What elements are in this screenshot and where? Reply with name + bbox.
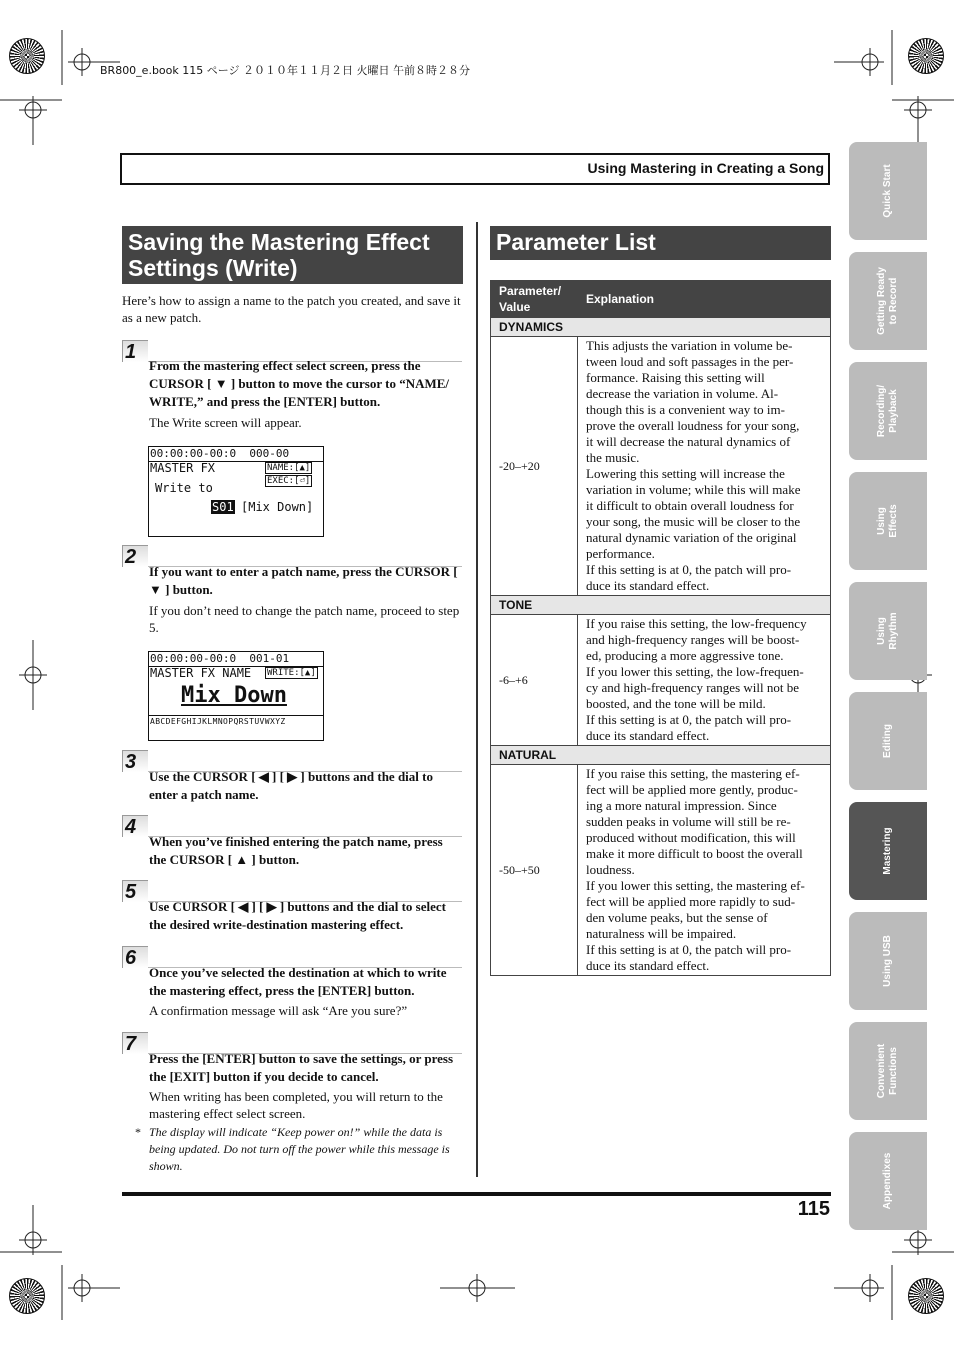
side-tab-label: Mastering bbox=[882, 827, 893, 875]
side-tab[interactable] bbox=[849, 1022, 927, 1120]
step-2-result: If you don’t need to change the patch name, proceed to step 5. bbox=[149, 603, 460, 635]
group-row bbox=[491, 746, 831, 765]
lcd2-status-line: 00:00:00-00:0 001-01 bbox=[150, 652, 290, 665]
step-number-6: 6 bbox=[122, 946, 148, 968]
side-tab-label: Appendixes bbox=[882, 1152, 893, 1210]
explanation-line: fect will be applied more rapidly to sud- bbox=[586, 894, 796, 909]
side-tab[interactable] bbox=[849, 472, 927, 570]
explanation-line: If you lower this setting, the mastering ef- bbox=[586, 878, 805, 893]
explanation-line: it difficult to obtain overall loudness for bbox=[586, 498, 794, 513]
note-mark: * bbox=[135, 1125, 141, 1139]
explanation-line: duce its standard effect. bbox=[586, 578, 710, 593]
lcd1-exec-button: EXEC:[⏎] bbox=[267, 476, 311, 486]
side-tab-label: Getting Ready to Record bbox=[876, 267, 899, 335]
col-header-parameter-line2: Value bbox=[499, 300, 531, 314]
step-number-2: 2 bbox=[122, 545, 148, 567]
explanation-line: sudden peaks in volume will still be re- bbox=[586, 814, 791, 829]
param-explanation bbox=[578, 337, 831, 596]
lcd1-slot: S01 bbox=[212, 500, 234, 514]
param-value: -6–+6 bbox=[491, 615, 578, 746]
explanation-line: though this is a convenient way to im- bbox=[586, 402, 785, 417]
page-number: 115 bbox=[797, 1198, 830, 1220]
lcd1-status-line: 00:00:00-00:0 000-00 bbox=[150, 447, 290, 460]
note-text: The display will indicate “Keep power on!” while the data is being updated. Do not turn off the power while this message is shown. bbox=[149, 1125, 450, 1173]
table-row bbox=[491, 765, 831, 976]
lcd2-rule-bottom bbox=[149, 715, 323, 716]
print-header: BR800_e.book 115 ページ ２０１０年１１月２日 火曜日 午前８時２８分 bbox=[100, 64, 471, 77]
explanation-line: make it more difficult to boost the overall bbox=[586, 846, 803, 861]
lcd1-name-button: NAME:[▲] bbox=[267, 463, 311, 473]
step-1-instruction: From the mastering effect select screen, press the CURSOR [ ▼ ] button to move the cursor to “NAME/ WRITE,” and press the [ENTER] button. bbox=[149, 358, 450, 409]
explanation-line: loudness. bbox=[586, 862, 635, 877]
param-value: -50–+50 bbox=[491, 765, 578, 976]
table-row bbox=[491, 615, 831, 746]
group-row bbox=[491, 318, 831, 337]
step-4-instruction: When you’ve finished entering the patch name, press the CURSOR [ ▲ ] button. bbox=[149, 834, 443, 867]
side-tab-label: Using USB bbox=[882, 935, 893, 987]
side-tab[interactable] bbox=[849, 802, 927, 900]
explanation-line: duce its standard effect. bbox=[586, 728, 710, 743]
intro-text: Here’s how to assign a name to the patch you created, and save it as a new patch. bbox=[122, 293, 461, 325]
lcd2-patch-name: Mix Down bbox=[181, 683, 287, 708]
step-5-instruction: Use CURSOR [ ◀ ] [ ▶ ] buttons and the dial to select the desired write-destination mastering effect. bbox=[149, 899, 446, 932]
explanation-line: If you lower this setting, the low-frequen- bbox=[586, 664, 804, 679]
footer-rule bbox=[122, 1192, 831, 1196]
parameter-table bbox=[490, 280, 831, 976]
explanation-line: den volume peaks, but the sense of bbox=[586, 910, 768, 925]
explanation-line: tween loud and soft passages in the per- bbox=[586, 354, 794, 369]
running-header-title: Using Mastering in Creating a Song bbox=[587, 160, 824, 176]
explanation-line: boosted, and the tone will be mild. bbox=[586, 696, 766, 711]
explanation-line: it will decrease the natural dynamics of bbox=[586, 434, 791, 449]
explanation-line: If you raise this setting, the low-frequency bbox=[586, 616, 807, 631]
explanation-line: the music. bbox=[586, 450, 640, 465]
side-tab[interactable] bbox=[849, 912, 927, 1010]
lcd-name-screen bbox=[148, 651, 324, 741]
step-7-result: When writing has been completed, you will return to the mastering effect select screen. bbox=[149, 1089, 443, 1121]
param-value: -20–+20 bbox=[491, 337, 578, 596]
explanation-line: variation in volume; while this will make bbox=[586, 482, 801, 497]
column-divider bbox=[476, 222, 478, 1177]
explanation-line: If you raise this setting, the mastering ef- bbox=[586, 766, 800, 781]
side-tab[interactable] bbox=[849, 252, 927, 350]
step-number-3: 3 bbox=[122, 750, 148, 772]
lcd1-write-to: Write to bbox=[155, 481, 213, 495]
side-tab-label: Convenient Functions bbox=[876, 1043, 899, 1099]
explanation-line: duce its standard effect. bbox=[586, 958, 710, 973]
explanation-line: produced without modification, this will bbox=[586, 830, 796, 845]
explanation-line: cy and high-frequency ranges will not be bbox=[586, 680, 799, 695]
step-3-instruction: Use the CURSOR [ ◀ ] [ ▶ ] buttons and the dial to enter a patch name. bbox=[149, 769, 433, 802]
parameter-table-wrap bbox=[490, 280, 831, 976]
group-row bbox=[491, 596, 831, 615]
step-6-instruction: Once you’ve selected the destination at which to write the mastering effect, press the [ENTER] button. bbox=[149, 965, 447, 998]
group-label: NATURAL bbox=[491, 746, 831, 765]
table-row bbox=[491, 337, 831, 596]
group-label: DYNAMICS bbox=[491, 318, 831, 337]
step-2-instruction: If you want to enter a patch name, press the CURSOR [ ▼ ] button. bbox=[149, 564, 458, 597]
step-number-7: 7 bbox=[122, 1032, 148, 1054]
side-tab-label: Using Effects bbox=[876, 504, 899, 538]
step-number-1: 1 bbox=[122, 340, 148, 362]
side-tab[interactable] bbox=[849, 142, 927, 240]
param-explanation bbox=[578, 615, 831, 746]
explanation-line: This adjusts the variation in volume be- bbox=[586, 338, 793, 353]
col-header-parameter-line1: Parameter/ bbox=[499, 284, 562, 298]
lcd2-mode: MASTER FX NAME bbox=[150, 666, 252, 680]
explanation-line: natural dynamic variation of the original bbox=[586, 530, 797, 545]
lcd2-write-button: WRITE:[▲] bbox=[267, 668, 316, 678]
section-title-parameter-list: Parameter List bbox=[490, 226, 831, 260]
group-label: TONE bbox=[491, 596, 831, 615]
explanation-line: fect will be applied more gently, produc- bbox=[586, 782, 798, 797]
explanation-line: and high-frequency ranges will be boost- bbox=[586, 632, 800, 647]
lcd1-patch-name: [Mix Down] bbox=[241, 500, 314, 514]
explanation-line: ing a more natural impression. Since bbox=[586, 798, 777, 813]
col-header-explanation: Explanation bbox=[578, 281, 831, 318]
section-title-line2: Settings (Write) bbox=[128, 255, 298, 281]
lcd1-mode: MASTER FX bbox=[150, 461, 216, 475]
side-tab-label: Editing bbox=[882, 724, 893, 758]
param-explanation bbox=[578, 765, 831, 976]
explanation-line: If this setting is at 0, the patch will pro- bbox=[586, 942, 792, 957]
lcd2-charset: ABCDEFGHIJKLMNOPQRSTUVWXYZ bbox=[150, 717, 286, 726]
explanation-line: your song, the music will be closer to the bbox=[586, 514, 801, 529]
step-number-5: 5 bbox=[122, 880, 148, 902]
col-header-parameter bbox=[491, 281, 578, 318]
lcd-write-screen bbox=[148, 446, 324, 537]
section-title-line1: Saving the Mastering Effect bbox=[128, 229, 430, 255]
side-tab[interactable] bbox=[849, 1132, 927, 1230]
explanation-line: formance. Raising this setting will bbox=[586, 370, 765, 385]
table-header-row bbox=[491, 281, 831, 318]
step-6-result: A confirmation message will ask “Are you sure?” bbox=[149, 1003, 408, 1018]
side-tab[interactable] bbox=[849, 582, 927, 680]
side-tab[interactable] bbox=[849, 692, 927, 790]
explanation-line: prove the overall loudness for your song, bbox=[586, 418, 800, 433]
explanation-line: decrease the variation in volume. Al- bbox=[586, 386, 779, 401]
side-tab-label: Recording/ Playback bbox=[876, 384, 899, 438]
explanation-line: Lowering this setting will increase the bbox=[586, 466, 785, 481]
running-header-bar bbox=[120, 153, 830, 185]
section-title-write bbox=[122, 226, 463, 284]
explanation-line: If this setting is at 0, the patch will pro- bbox=[586, 712, 792, 727]
explanation-line: ed, producing a more aggressive tone. bbox=[586, 648, 784, 663]
step-1-result: The Write screen will appear. bbox=[149, 415, 302, 430]
explanation-line: naturalness will be impaired. bbox=[586, 926, 737, 941]
step-number-4: 4 bbox=[122, 815, 148, 837]
side-tab[interactable] bbox=[849, 362, 927, 460]
side-tab-label: Quick Start bbox=[882, 164, 893, 218]
side-tab-label: Using Rhythm bbox=[876, 612, 899, 650]
explanation-line: performance. bbox=[586, 546, 655, 561]
step-7-instruction: Press the [ENTER] button to save the settings, or press the [EXIT] button if you decide to cancel. bbox=[149, 1051, 454, 1084]
explanation-line: If this setting is at 0, the patch will pro- bbox=[586, 562, 792, 577]
